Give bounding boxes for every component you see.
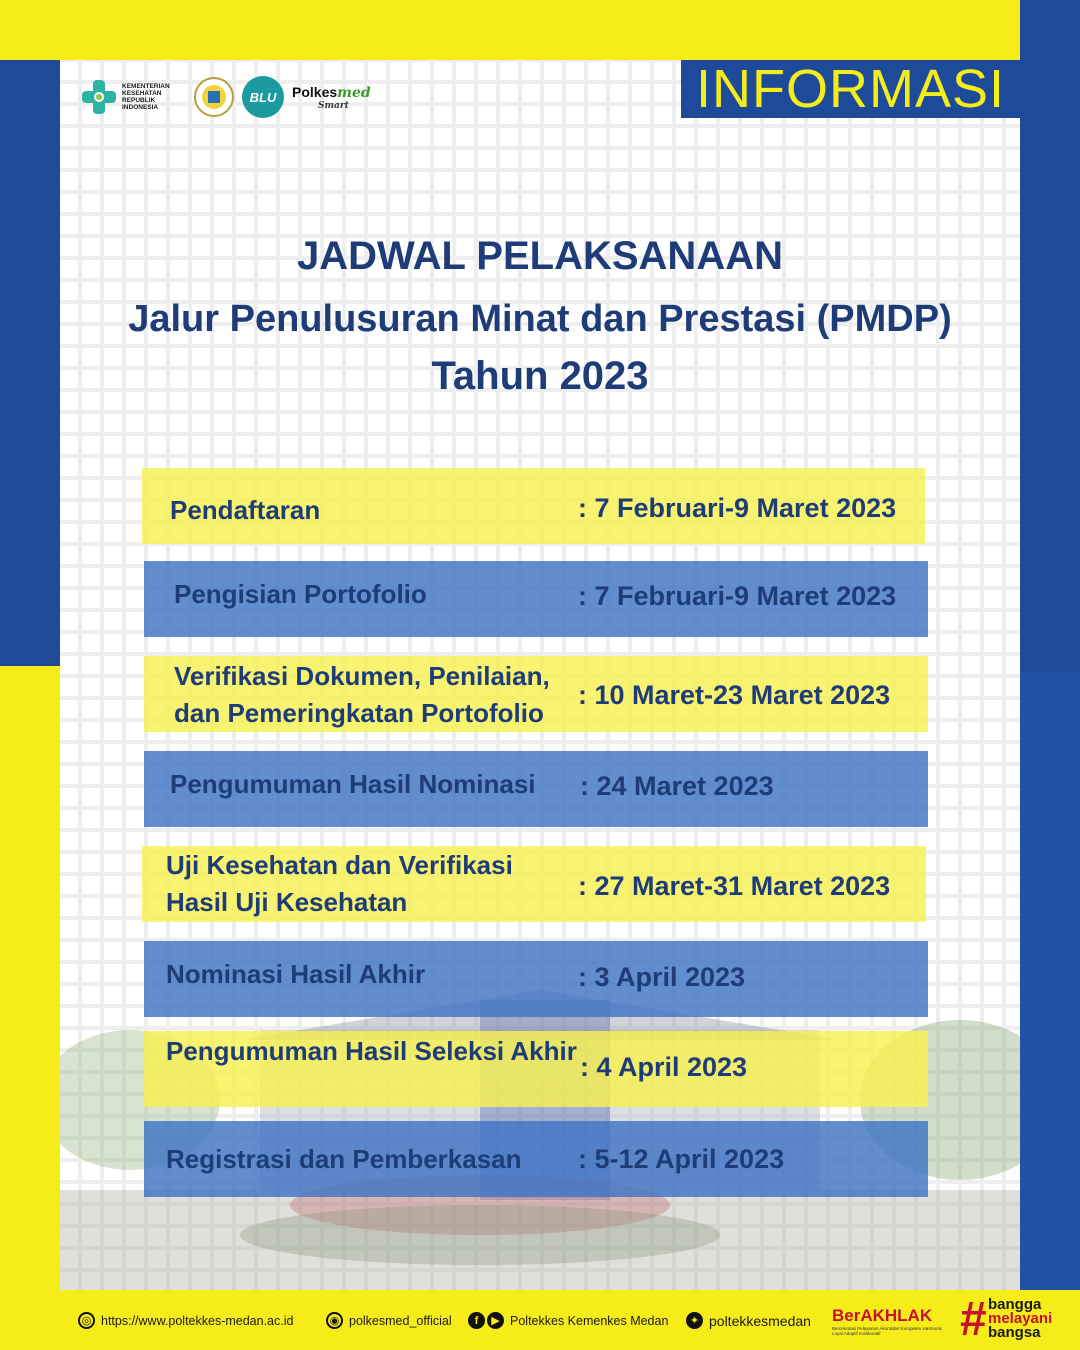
schedule-label: Pengumuman Hasil Nominasi [170, 769, 536, 799]
blu-logo: BLU [242, 76, 284, 118]
logo-bar [80, 72, 392, 122]
polkes-smart-text: Smart [318, 100, 349, 111]
schedule-date: : 24 Maret 2023 [580, 771, 774, 801]
schedule-date: : 5-12 April 2023 [578, 1144, 785, 1174]
schedule-label: Pendaftaran [170, 495, 321, 525]
kemenkes-logo [80, 78, 186, 116]
bangga-word-3: bangsa [988, 1324, 1041, 1341]
globe-icon: ◎ [78, 1312, 95, 1329]
schedule-date: : 10 Maret-23 Maret 2023 [578, 680, 891, 710]
footer-twitter-text: poltekkesmedan [709, 1312, 811, 1329]
frame-right-blue [1020, 0, 1080, 672]
youtube-icon: ▶ [487, 1312, 504, 1329]
informasi-badge: INFORMASI [695, 59, 1005, 119]
schedule-label: Pengumuman Hasil Seleksi Akhir [166, 1036, 577, 1066]
polkes-med-text: med [337, 84, 371, 101]
footer-website-text: https://www.poltekkes-medan.ac.id [101, 1313, 294, 1328]
hashtag-icon: # [960, 1293, 987, 1346]
schedule-row-seleksi-akhir [144, 1031, 928, 1107]
berakhlak-logo [832, 1306, 952, 1342]
facebook-icon: f [468, 1312, 485, 1329]
schedule-date: : 27 Maret-31 Maret 2023 [578, 871, 891, 901]
schedule-label-line1: Verifikasi Dokumen, Penilaian, [174, 661, 550, 691]
title-line-2: Jalur Penulusuran Minat dan Prestasi (PMDP) [128, 298, 952, 340]
frame-left-yellow [0, 666, 60, 1290]
schedule-date: : 7 Februari-9 Maret 2023 [578, 581, 897, 611]
schedule-date: : 4 April 2023 [580, 1052, 748, 1082]
footer-twitter[interactable] [686, 1312, 811, 1329]
bangga-word-1: bangga [988, 1296, 1042, 1313]
schedule-label-line2: Hasil Uji Kesehatan [166, 887, 408, 917]
schedule-row-hasil-akhir [144, 941, 928, 1017]
instagram-icon: ◉ [326, 1312, 343, 1329]
polkesmed-logo [292, 84, 392, 111]
schedule-row-uji-kesehatan [142, 846, 926, 922]
twitter-icon: ✦ [686, 1312, 703, 1329]
frame-top [0, 0, 1080, 60]
schedule-row-verifikasi [144, 656, 928, 732]
title-line-3: Tahun 2023 [431, 354, 649, 398]
schedule-label-line2: dan Pemeringkatan Portofolio [174, 698, 544, 728]
bangga-melayani-bangsa-logo [960, 1293, 1070, 1346]
polkes-text: Polkes [292, 83, 338, 100]
schedule-row-nominasi [144, 751, 928, 827]
schedule-label: Pengisian Portofolio [174, 579, 427, 609]
schedule-row-portofolio [144, 561, 928, 637]
title-line-1: JADWAL PELAKSANAAN [297, 234, 783, 278]
berakhlak-title: BerAKHLAK [832, 1306, 933, 1325]
berakhlak-subtitle: Berorientasi Pelayanan Akuntabel Kompeten Harmonis Loyal Adaptif Kolaboratif [832, 1326, 942, 1336]
kemenkes-text: KEMENTERIAN KESEHATAN REPUBLIK INDONESIA [122, 83, 170, 111]
footer-instagram[interactable] [326, 1312, 452, 1329]
bangga-words [988, 1298, 1052, 1340]
schedule-row-registrasi [144, 1121, 928, 1197]
frame-right-blue-lower [1020, 672, 1080, 1290]
footer-website[interactable] [78, 1312, 293, 1329]
schedule-row-pendaftaran [142, 468, 925, 544]
schedule-label-line1: Uji Kesehatan dan Verifikasi [166, 850, 513, 880]
kemenkes-cross-icon [80, 78, 118, 116]
schedule-label: Nominasi Hasil Akhir [166, 959, 426, 989]
footer-instagram-text: polkesmed_official [349, 1313, 452, 1328]
schedule-label: Registrasi dan Pemberkasan [166, 1144, 522, 1174]
frame-left-blue [0, 60, 60, 666]
schedule-label [174, 658, 550, 732]
footer-facebook-youtube[interactable] [468, 1312, 668, 1329]
footer-facebook-text: Poltekkes Kemenkes Medan [510, 1313, 669, 1328]
schedule-date: : 3 April 2023 [578, 962, 746, 992]
footer-left [0, 1290, 60, 1350]
bangga-word-2: melayani [988, 1310, 1053, 1327]
schedule-date: : 7 Februari-9 Maret 2023 [578, 493, 897, 523]
schedule-label [166, 847, 513, 921]
poltekkes-emblem-icon [194, 75, 234, 119]
